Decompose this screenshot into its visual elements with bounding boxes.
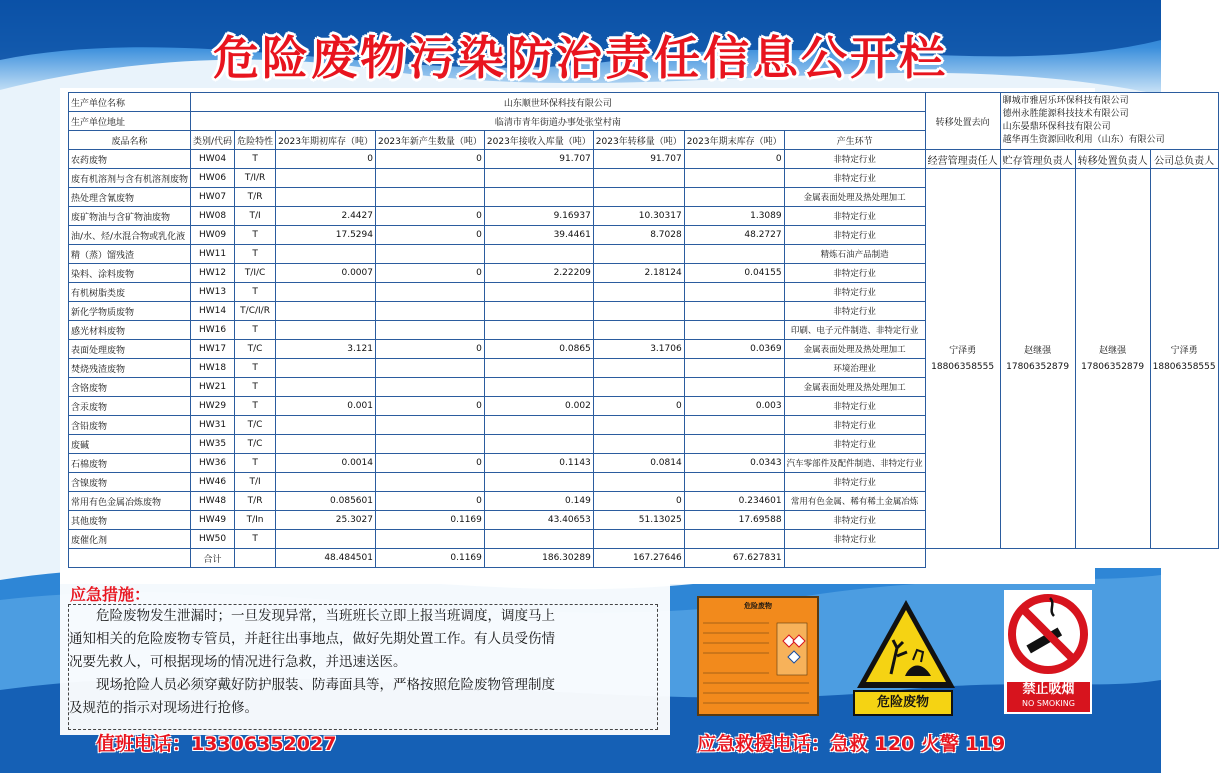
col-opening: 2023年期初库存（吨） [276, 131, 376, 150]
cell-stage: 环境治理业 [784, 359, 925, 378]
person-phone: 17806352879 [1081, 361, 1145, 372]
cell-code: HW08 [191, 207, 235, 226]
cell-stage: 非特定行业 [784, 207, 925, 226]
cell-new [375, 473, 484, 492]
cell-hazard: T [235, 454, 276, 473]
unit-name: 山东顺世环保科技有限公司 [191, 93, 926, 112]
cell-closing [684, 283, 784, 302]
cell-transferred: 2.18124 [593, 264, 684, 283]
cell-name: 常用有色金属冶炼废物 [69, 492, 191, 511]
cell-new: 0 [375, 207, 484, 226]
cell-closing: 0.003 [684, 397, 784, 416]
cell-transferred [593, 283, 684, 302]
cell-code: HW17 [191, 340, 235, 359]
cell-name: 油/水、烃/水混合物或乳化液 [69, 226, 191, 245]
cell-hazard: T/R [235, 188, 276, 207]
cell-opening [276, 378, 376, 397]
cell-transferred [593, 321, 684, 340]
duty-phone: 值班电话：13306352027 [96, 733, 337, 755]
cell-name: 感光材料废物 [69, 321, 191, 340]
person-name: 宁泽勇 [1170, 345, 1198, 356]
cell-name: 其他废物 [69, 511, 191, 530]
cell-name: 热处理含氰废物 [69, 188, 191, 207]
cell-transferred [593, 302, 684, 321]
cell-code: HW48 [191, 492, 235, 511]
cell-closing: 0.0369 [684, 340, 784, 359]
cell-received [484, 321, 593, 340]
cell-stage: 非特定行业 [784, 264, 925, 283]
cell-hazard: T [235, 359, 276, 378]
col-code: 类别/代码 [191, 131, 235, 150]
no-smoking-text: 禁止吸烟 [1022, 682, 1075, 697]
cell-hazard: T [235, 245, 276, 264]
cell-stage: 非特定行业 [784, 397, 925, 416]
cell-hazard: T/I [235, 207, 276, 226]
cell-name: 含汞废物 [69, 397, 191, 416]
person-phone: 18806358555 [1152, 361, 1216, 372]
col-new: 2023年新产生数量（吨） [375, 131, 484, 150]
responsible-person [1000, 169, 1075, 549]
person-name: 赵继强 [1024, 345, 1052, 356]
cell-opening [276, 302, 376, 321]
cell-transferred: 51.13025 [593, 511, 684, 530]
cell-received [484, 283, 593, 302]
col-closing: 2023年期末库存（吨） [684, 131, 784, 150]
total-closing: 67.627831 [684, 549, 784, 568]
cell-opening [276, 359, 376, 378]
cell-closing [684, 416, 784, 435]
cell-new: 0 [375, 492, 484, 511]
cell-stage: 金属表面处理及热处理加工 [784, 378, 925, 397]
emergency-text: 及规范的指示对现场进行抢修。 [69, 700, 258, 716]
cell-received [484, 359, 593, 378]
cell-name: 表面处理废物 [69, 340, 191, 359]
cell-hazard: T/C/I/R [235, 302, 276, 321]
cell-opening: 0.0014 [276, 454, 376, 473]
cell-new [375, 530, 484, 549]
cell-code: HW14 [191, 302, 235, 321]
cell-opening: 25.3027 [276, 511, 376, 530]
cell-stage: 精炼石油产品制造 [784, 245, 925, 264]
cell-hazard: T [235, 530, 276, 549]
person-phone: 17806352879 [1006, 361, 1070, 372]
cell-code: HW29 [191, 397, 235, 416]
cell-code: HW11 [191, 245, 235, 264]
total-new: 0.1169 [375, 549, 484, 568]
cell-opening [276, 435, 376, 454]
emergency-text: 通知相关的危险废物专管员，并赶往出事地点，做好先期处置工作。有人员受伤情 [69, 631, 555, 647]
col-hazard: 危险特性 [235, 131, 276, 150]
emergency-text: 危险废物发生泄漏时；一旦发现异常，当班班长立即上报当班调度，调度马上 [96, 608, 555, 624]
cell-received [484, 188, 593, 207]
cell-stage: 非特定行业 [784, 473, 925, 492]
cell-opening [276, 245, 376, 264]
hazardous-waste-label-card [697, 596, 819, 716]
cell-code: HW35 [191, 435, 235, 454]
cell-stage: 金属表面处理及热处理加工 [784, 340, 925, 359]
responsible-person [1150, 169, 1218, 549]
cell-new [375, 188, 484, 207]
cell-code: HW07 [191, 188, 235, 207]
cell-hazard: T/I/R [235, 169, 276, 188]
cell-name: 染料、涂料废物 [69, 264, 191, 283]
cell-name: 含铬废物 [69, 378, 191, 397]
cell-new: 0 [375, 150, 484, 169]
cell-stage: 非特定行业 [784, 169, 925, 188]
cell-transferred: 0 [593, 492, 684, 511]
cell-opening: 17.5294 [276, 226, 376, 245]
cell-hazard: T/I/C [235, 264, 276, 283]
destination-item: 山东晏鼎环保科技有限公司 [1002, 122, 1111, 132]
cell-transferred: 3.1706 [593, 340, 684, 359]
destination-item: 聊城市雅居乐环保科技有限公司 [1002, 96, 1129, 106]
cell-hazard: T/I [235, 473, 276, 492]
cell-transferred [593, 530, 684, 549]
cell-transferred [593, 188, 684, 207]
cell-transferred [593, 435, 684, 454]
cell-received: 91.707 [484, 150, 593, 169]
cell-name: 含铅废物 [69, 416, 191, 435]
cell-opening [276, 169, 376, 188]
cell-stage: 非特定行业 [784, 511, 925, 530]
person-name: 宁泽勇 [949, 345, 977, 356]
cell-new [375, 359, 484, 378]
cell-opening: 2.4427 [276, 207, 376, 226]
cell-transferred: 10.30317 [593, 207, 684, 226]
cell-name: 废碱 [69, 435, 191, 454]
cell-hazard: T/R [235, 492, 276, 511]
hazardous-waste-table [68, 92, 1219, 568]
cell-name: 精（蒸）馏残渣 [69, 245, 191, 264]
cell-new [375, 283, 484, 302]
cell-code: HW09 [191, 226, 235, 245]
responsible-person [1075, 169, 1150, 549]
cell-name: 含镍废物 [69, 473, 191, 492]
col-stage: 产生环节 [784, 131, 925, 150]
cell-closing [684, 530, 784, 549]
cell-name: 有机树脂类废 [69, 283, 191, 302]
cell-closing [684, 188, 784, 207]
destination-item: 越华再生资源回收利用（山东）有限公司 [1002, 135, 1165, 145]
cell-hazard: T [235, 226, 276, 245]
cell-opening [276, 188, 376, 207]
cell-stage: 非特定行业 [784, 530, 925, 549]
cell-new: 0 [375, 340, 484, 359]
cell-code: HW12 [191, 264, 235, 283]
cell-stage: 非特定行业 [784, 435, 925, 454]
cell-received: 39.4461 [484, 226, 593, 245]
cell-stage: 非特定行业 [784, 226, 925, 245]
cell-opening [276, 283, 376, 302]
cell-name: 焚烧残渣废物 [69, 359, 191, 378]
cell-new [375, 245, 484, 264]
emergency-title: 应急措施： [70, 585, 151, 604]
cell-closing: 0.04155 [684, 264, 784, 283]
cell-code: HW21 [191, 378, 235, 397]
cell-received [484, 302, 593, 321]
cell-received [484, 169, 593, 188]
cell-hazard: T [235, 321, 276, 340]
cell-received: 0.1143 [484, 454, 593, 473]
unit-name-label: 生产单位名称 [69, 93, 191, 112]
cell-new: 0 [375, 397, 484, 416]
cell-code: HW50 [191, 530, 235, 549]
cell-received [484, 378, 593, 397]
col-received: 2023年接收入库量（吨） [484, 131, 593, 150]
cell-stage: 非特定行业 [784, 150, 925, 169]
cell-closing [684, 169, 784, 188]
cell-transferred: 91.707 [593, 150, 684, 169]
unit-address-label: 生产单位地址 [69, 112, 191, 131]
label-card-title: 危险废物 [744, 602, 772, 610]
cell-hazard: T/C [235, 435, 276, 454]
table-row [69, 169, 1219, 188]
cell-hazard: T/C [235, 340, 276, 359]
cell-hazard: T [235, 397, 276, 416]
cell-code: HW13 [191, 283, 235, 302]
cell-stage: 常用有色金属、稀有稀土金属冶炼 [784, 492, 925, 511]
transfer-destinations [1000, 93, 1218, 150]
cell-closing [684, 302, 784, 321]
cell-closing [684, 245, 784, 264]
cell-new [375, 435, 484, 454]
cell-code: HW36 [191, 454, 235, 473]
cell-closing [684, 359, 784, 378]
cell-closing: 0 [684, 150, 784, 169]
cell-transferred [593, 245, 684, 264]
total-opening: 48.484501 [276, 549, 376, 568]
cell-name: 新化学物质废物 [69, 302, 191, 321]
page-title: 危险废物污染防治责任信息公开栏 [213, 31, 948, 85]
cell-transferred [593, 416, 684, 435]
cell-received [484, 530, 593, 549]
cell-opening [276, 473, 376, 492]
cell-name: 废矿物油与含矿物油废物 [69, 207, 191, 226]
cell-opening [276, 321, 376, 340]
responsible-header: 经营管理责任人 [925, 150, 1000, 169]
cell-code: HW04 [191, 150, 235, 169]
cell-stage: 金属表面处理及热处理加工 [784, 188, 925, 207]
cell-transferred: 8.7028 [593, 226, 684, 245]
cell-code: HW16 [191, 321, 235, 340]
total-blank [235, 549, 276, 568]
cell-stage: 汽车零部件及配件制造、非特定行业 [784, 454, 925, 473]
cell-transferred [593, 169, 684, 188]
cell-stage: 非特定行业 [784, 416, 925, 435]
cell-name: 农药废物 [69, 150, 191, 169]
cell-new [375, 416, 484, 435]
cell-stage: 非特定行业 [784, 283, 925, 302]
cell-transferred [593, 359, 684, 378]
cell-name: 废有机溶剂与含有机溶剂废物 [69, 169, 191, 188]
cell-code: HW18 [191, 359, 235, 378]
cell-opening: 3.121 [276, 340, 376, 359]
responsible-header: 公司总负责人 [1150, 150, 1218, 169]
cell-new: 0 [375, 264, 484, 283]
cell-closing: 1.3089 [684, 207, 784, 226]
cell-closing: 48.2727 [684, 226, 784, 245]
total-blank [784, 549, 925, 568]
cell-new [375, 169, 484, 188]
cell-code: HW06 [191, 169, 235, 188]
emergency-measures [68, 604, 658, 730]
col-transferred: 2023年转移量（吨） [593, 131, 684, 150]
cell-hazard: T/C [235, 416, 276, 435]
cell-hazard: T/In [235, 511, 276, 530]
cell-code: HW31 [191, 416, 235, 435]
no-smoking-text-en: NO SMOKING [1022, 699, 1075, 708]
cell-received [484, 473, 593, 492]
cell-received: 0.149 [484, 492, 593, 511]
cell-name: 石棉废物 [69, 454, 191, 473]
person-phone: 18806358555 [931, 361, 995, 372]
cell-opening [276, 530, 376, 549]
cell-received: 0.0865 [484, 340, 593, 359]
cell-received: 43.40653 [484, 511, 593, 530]
total-received: 186.30289 [484, 549, 593, 568]
cell-closing [684, 321, 784, 340]
person-name: 赵继强 [1099, 345, 1127, 356]
cell-new: 0.1169 [375, 511, 484, 530]
total-blank [69, 549, 191, 568]
cell-code: HW46 [191, 473, 235, 492]
cell-new [375, 302, 484, 321]
cell-hazard: T [235, 283, 276, 302]
cell-transferred [593, 378, 684, 397]
cell-transferred: 0 [593, 397, 684, 416]
cell-closing [684, 473, 784, 492]
cell-stage: 印刷、电子元件制造、非特定行业 [784, 321, 925, 340]
cell-new [375, 378, 484, 397]
cell-new [375, 321, 484, 340]
cell-received [484, 245, 593, 264]
emergency-text: 况要先救人，可根据现场的情况进行急救，并迅速送医。 [69, 654, 407, 670]
cell-new: 0 [375, 454, 484, 473]
cell-new: 0 [375, 226, 484, 245]
rescue-phone: 应急救援电话：急救 120 火警 119 [697, 733, 1006, 755]
cell-opening: 0.0007 [276, 264, 376, 283]
cell-closing: 0.0343 [684, 454, 784, 473]
cell-transferred: 0.0814 [593, 454, 684, 473]
total-label: 合计 [191, 549, 235, 568]
cell-code: HW49 [191, 511, 235, 530]
cell-hazard: T [235, 378, 276, 397]
cell-closing: 0.234601 [684, 492, 784, 511]
cell-transferred [593, 473, 684, 492]
cell-stage: 非特定行业 [784, 302, 925, 321]
responsible-header: 贮存管理负责人 [1000, 150, 1075, 169]
cell-received [484, 435, 593, 454]
transfer-label: 转移处置去向 [925, 93, 1000, 150]
cell-received: 9.16937 [484, 207, 593, 226]
cell-received: 0.002 [484, 397, 593, 416]
hazard-warning-label: 危险废物 [853, 690, 953, 716]
cell-opening: 0.085601 [276, 492, 376, 511]
cell-name: 废催化剂 [69, 530, 191, 549]
label-card-graphic [699, 611, 817, 707]
cell-received: 2.22209 [484, 264, 593, 283]
cell-opening [276, 416, 376, 435]
cell-hazard: T [235, 150, 276, 169]
cell-closing [684, 435, 784, 454]
destination-item: 德州永胜能源科技技术有限公司 [1002, 109, 1129, 119]
cell-closing [684, 378, 784, 397]
cell-closing: 17.69588 [684, 511, 784, 530]
responsible-person [925, 169, 1000, 549]
col-name: 废品名称 [69, 131, 191, 150]
emergency-text: 现场抢险人员必须穿戴好防护服装、防毒面具等，严格按照危险废物管理制度 [96, 677, 555, 693]
responsible-header: 转移处置负责人 [1075, 150, 1150, 169]
unit-address: 临清市青年街道办事处张堂村南 [191, 112, 926, 131]
no-smoking-label [1007, 682, 1090, 712]
cell-opening: 0.001 [276, 397, 376, 416]
table-row [69, 150, 1219, 169]
total-transferred: 167.27646 [593, 549, 684, 568]
cell-received [484, 416, 593, 435]
cell-opening: 0 [276, 150, 376, 169]
